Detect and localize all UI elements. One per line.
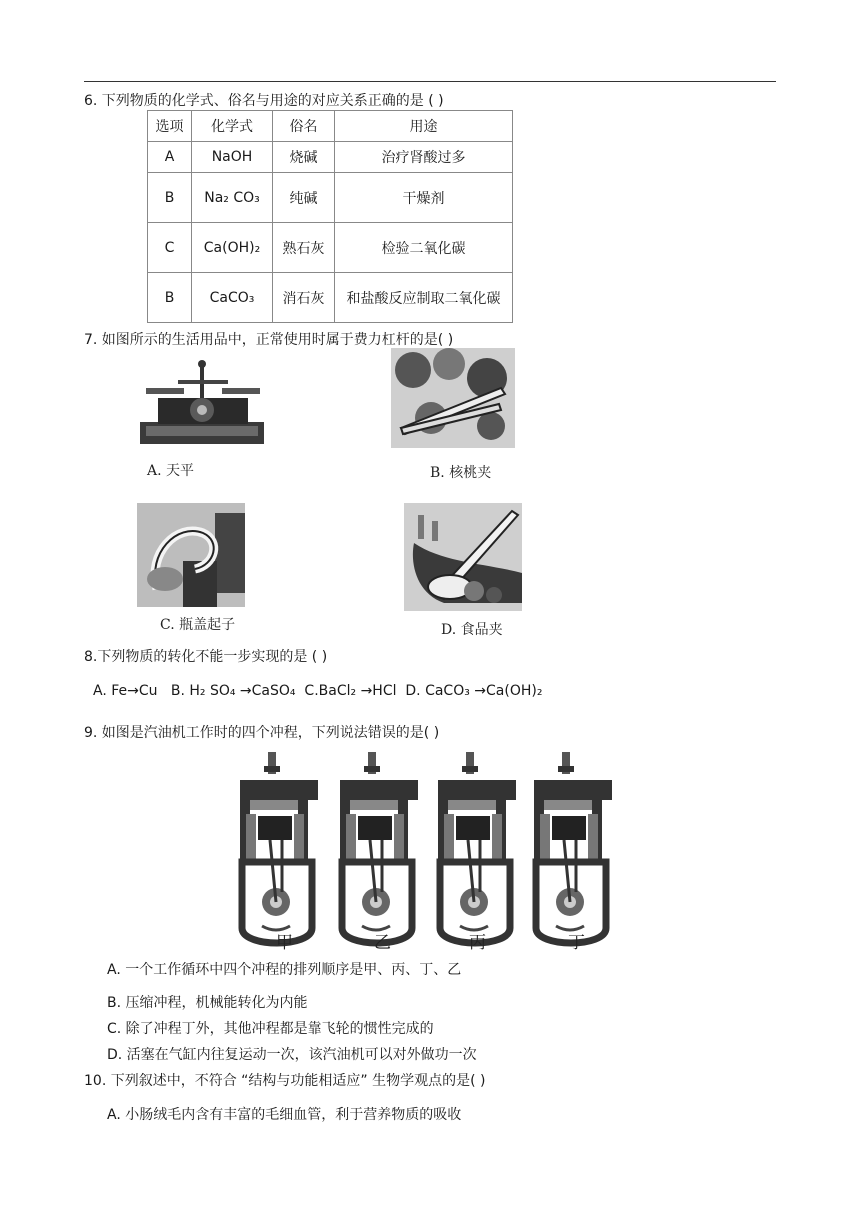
- table-cell: B: [148, 273, 192, 323]
- table-cell: 熟石灰: [273, 223, 335, 273]
- q9-option-d: D. 活塞在气缸内往复运动一次，该汽油机可以对外做功一次: [107, 1047, 477, 1063]
- q10-stem: 10. 下列叙述中，不符合 “结构与功能相适应” 生物学观点的是( ): [84, 1073, 486, 1089]
- q9-option-b: B. 压缩冲程，机械能转化为内能: [107, 995, 308, 1011]
- table-cell: Na₂ CO₃: [192, 173, 273, 223]
- engine-label-bing: 丙: [469, 933, 486, 953]
- table-cell: CaCO₃: [192, 273, 273, 323]
- table-cell: 烧碱: [273, 142, 335, 173]
- table-cell: Ca(OH)₂: [192, 223, 273, 273]
- q8-options: A. Fe→Cu B. H₂ SO₄ →CaSO₄ C.BaCl₂ →HCl D. CaCO₃ →Ca(OH)₂: [93, 683, 543, 699]
- q6-table: [147, 110, 513, 323]
- table-cell: 治疗肾酸过多: [335, 142, 513, 173]
- engine-label-ding: 丁: [568, 933, 585, 953]
- table-header: 选项: [148, 111, 192, 142]
- table-cell: 纯碱: [273, 173, 335, 223]
- q8-stem: 8.下列物质的转化不能一步实现的是 ( ): [84, 649, 328, 665]
- table-cell: A: [148, 142, 192, 173]
- table-cell: NaOH: [192, 142, 273, 173]
- engine-label-jia: 甲: [276, 933, 293, 953]
- q9-option-c: C. 除了冲程丁外，其他冲程都是靠飞轮的惯性完成的: [107, 1021, 434, 1037]
- table-row: [148, 273, 513, 323]
- engine-strokes-diagram: [236, 752, 626, 950]
- table-cell: C: [148, 223, 192, 273]
- caption-d: D. 食品夹: [441, 622, 503, 638]
- table-header: 化学式: [192, 111, 273, 142]
- engine-label-yi: 乙: [374, 933, 391, 953]
- bottle-opener-image: [137, 503, 245, 607]
- table-cell: 和盐酸反应制取二氧化碳: [335, 273, 513, 323]
- table-cell: 干燥剂: [335, 173, 513, 223]
- q6-stem: 6. 下列物质的化学式、俗名与用途的对应关系正确的是 ( ): [84, 93, 444, 109]
- q9-stem: 9. 如图是汽油机工作时的四个冲程，下列说法错误的是( ): [84, 725, 440, 741]
- caption-b: B. 核桃夹: [430, 465, 492, 481]
- caption-a: A. 天平: [147, 463, 195, 479]
- table-cell: 检验二氧化碳: [335, 223, 513, 273]
- nutcracker-image: [391, 348, 515, 448]
- table-header-row: [148, 111, 513, 142]
- table-row: [148, 223, 513, 273]
- table-row: [148, 142, 513, 173]
- table-cell: 消石灰: [273, 273, 335, 323]
- table-header: 用途: [335, 111, 513, 142]
- q10-option-a: A. 小肠绒毛内含有丰富的毛细血管，利于营养物质的吸收: [107, 1107, 462, 1123]
- food-tongs-image: [404, 503, 522, 611]
- table-row: [148, 173, 513, 223]
- q7-stem: 7. 如图所示的生活用品中，正常使用时属于费力杠杆的是( ): [84, 332, 454, 348]
- top-rule: [84, 81, 776, 82]
- q9-option-a: A. 一个工作循环中四个冲程的排列顺序是甲、丙、丁、乙: [107, 962, 462, 978]
- table-header: 俗名: [273, 111, 335, 142]
- table-cell: B: [148, 173, 192, 223]
- balance-image: [138, 358, 268, 448]
- caption-c: C. 瓶盖起子: [160, 617, 236, 633]
